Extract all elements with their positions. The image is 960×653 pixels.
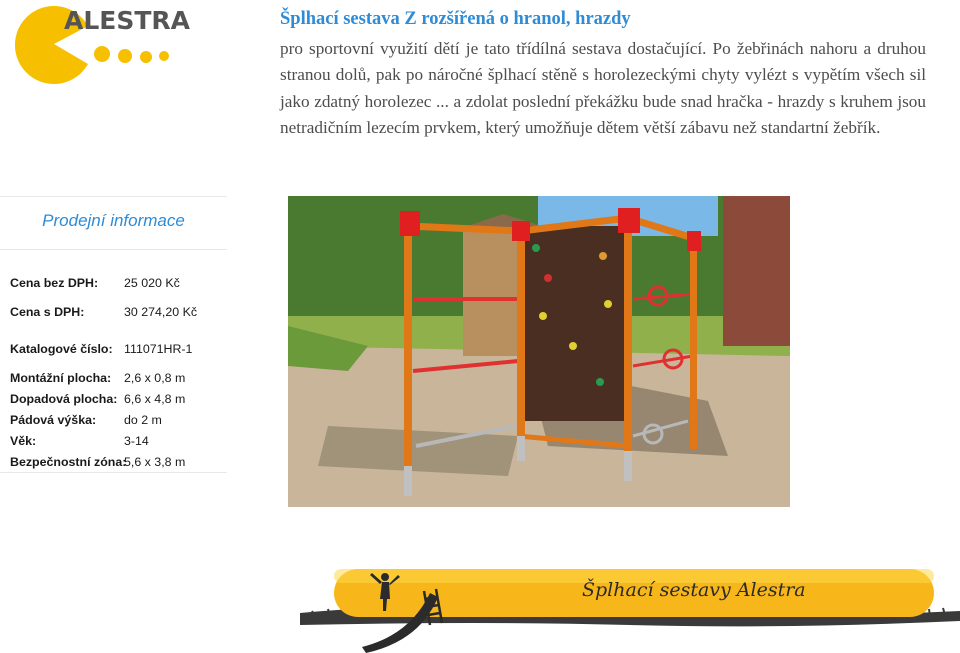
product-description: pro sportovní využití dětí je tato třídílná sestava dostačující. Po žebřinách nahoru a druhou stranou dolů, pak po náročné šplhací stěně s horolezeckými chyty vylézt s vypětím všech sil jako zdatný horolezec ... a zdolat poslední překážku bude snad hračka - hrazdy s kruhem jsou netradičním lezecím prvkem, který umožňuje dětem větší zábavu než standartní žebřík. [280, 39, 926, 137]
info-value: 2,6 x 0,8 m [124, 371, 186, 385]
info-label: Dopadová plocha: [10, 392, 118, 406]
info-label: Pádová výška: [10, 413, 97, 427]
info-value: 30 274,20 Kč [124, 305, 198, 319]
banner-title: Šplhací sestavy Alestra [582, 579, 806, 601]
logo-dot [94, 46, 110, 62]
info-value: 6,6 x 4,8 m [124, 392, 186, 406]
info-label: Cena s DPH: [10, 305, 85, 319]
info-label: Katalogové číslo: [10, 342, 113, 356]
sales-info-heading: Prodejní informace [42, 211, 185, 230]
logo-dot [118, 49, 132, 63]
footer-banner [300, 555, 960, 653]
product-title: Šplhací sestava Z rozšířená o hranol, hrazdy [280, 9, 631, 29]
logo-dot [140, 51, 152, 63]
info-value: do 2 m [124, 413, 162, 427]
info-value: 25 020 Kč [124, 276, 180, 290]
info-label: Montážní plocha: [10, 371, 112, 385]
info-label: Cena bez DPH: [10, 276, 99, 290]
info-value: 3-14 [124, 434, 149, 448]
info-label: Věk: [10, 434, 37, 448]
sales-info-divider [0, 472, 227, 473]
logo-wordmark: ALESTRA [64, 6, 191, 35]
info-value: 5,6 x 3,8 m [124, 455, 186, 469]
sales-info-header [0, 196, 227, 250]
info-value: 111071HR-1 [124, 342, 193, 356]
product-photo[interactable] [288, 196, 790, 507]
logo-dot [159, 51, 169, 61]
info-label: Bezpečnostní zóna: [10, 455, 127, 469]
